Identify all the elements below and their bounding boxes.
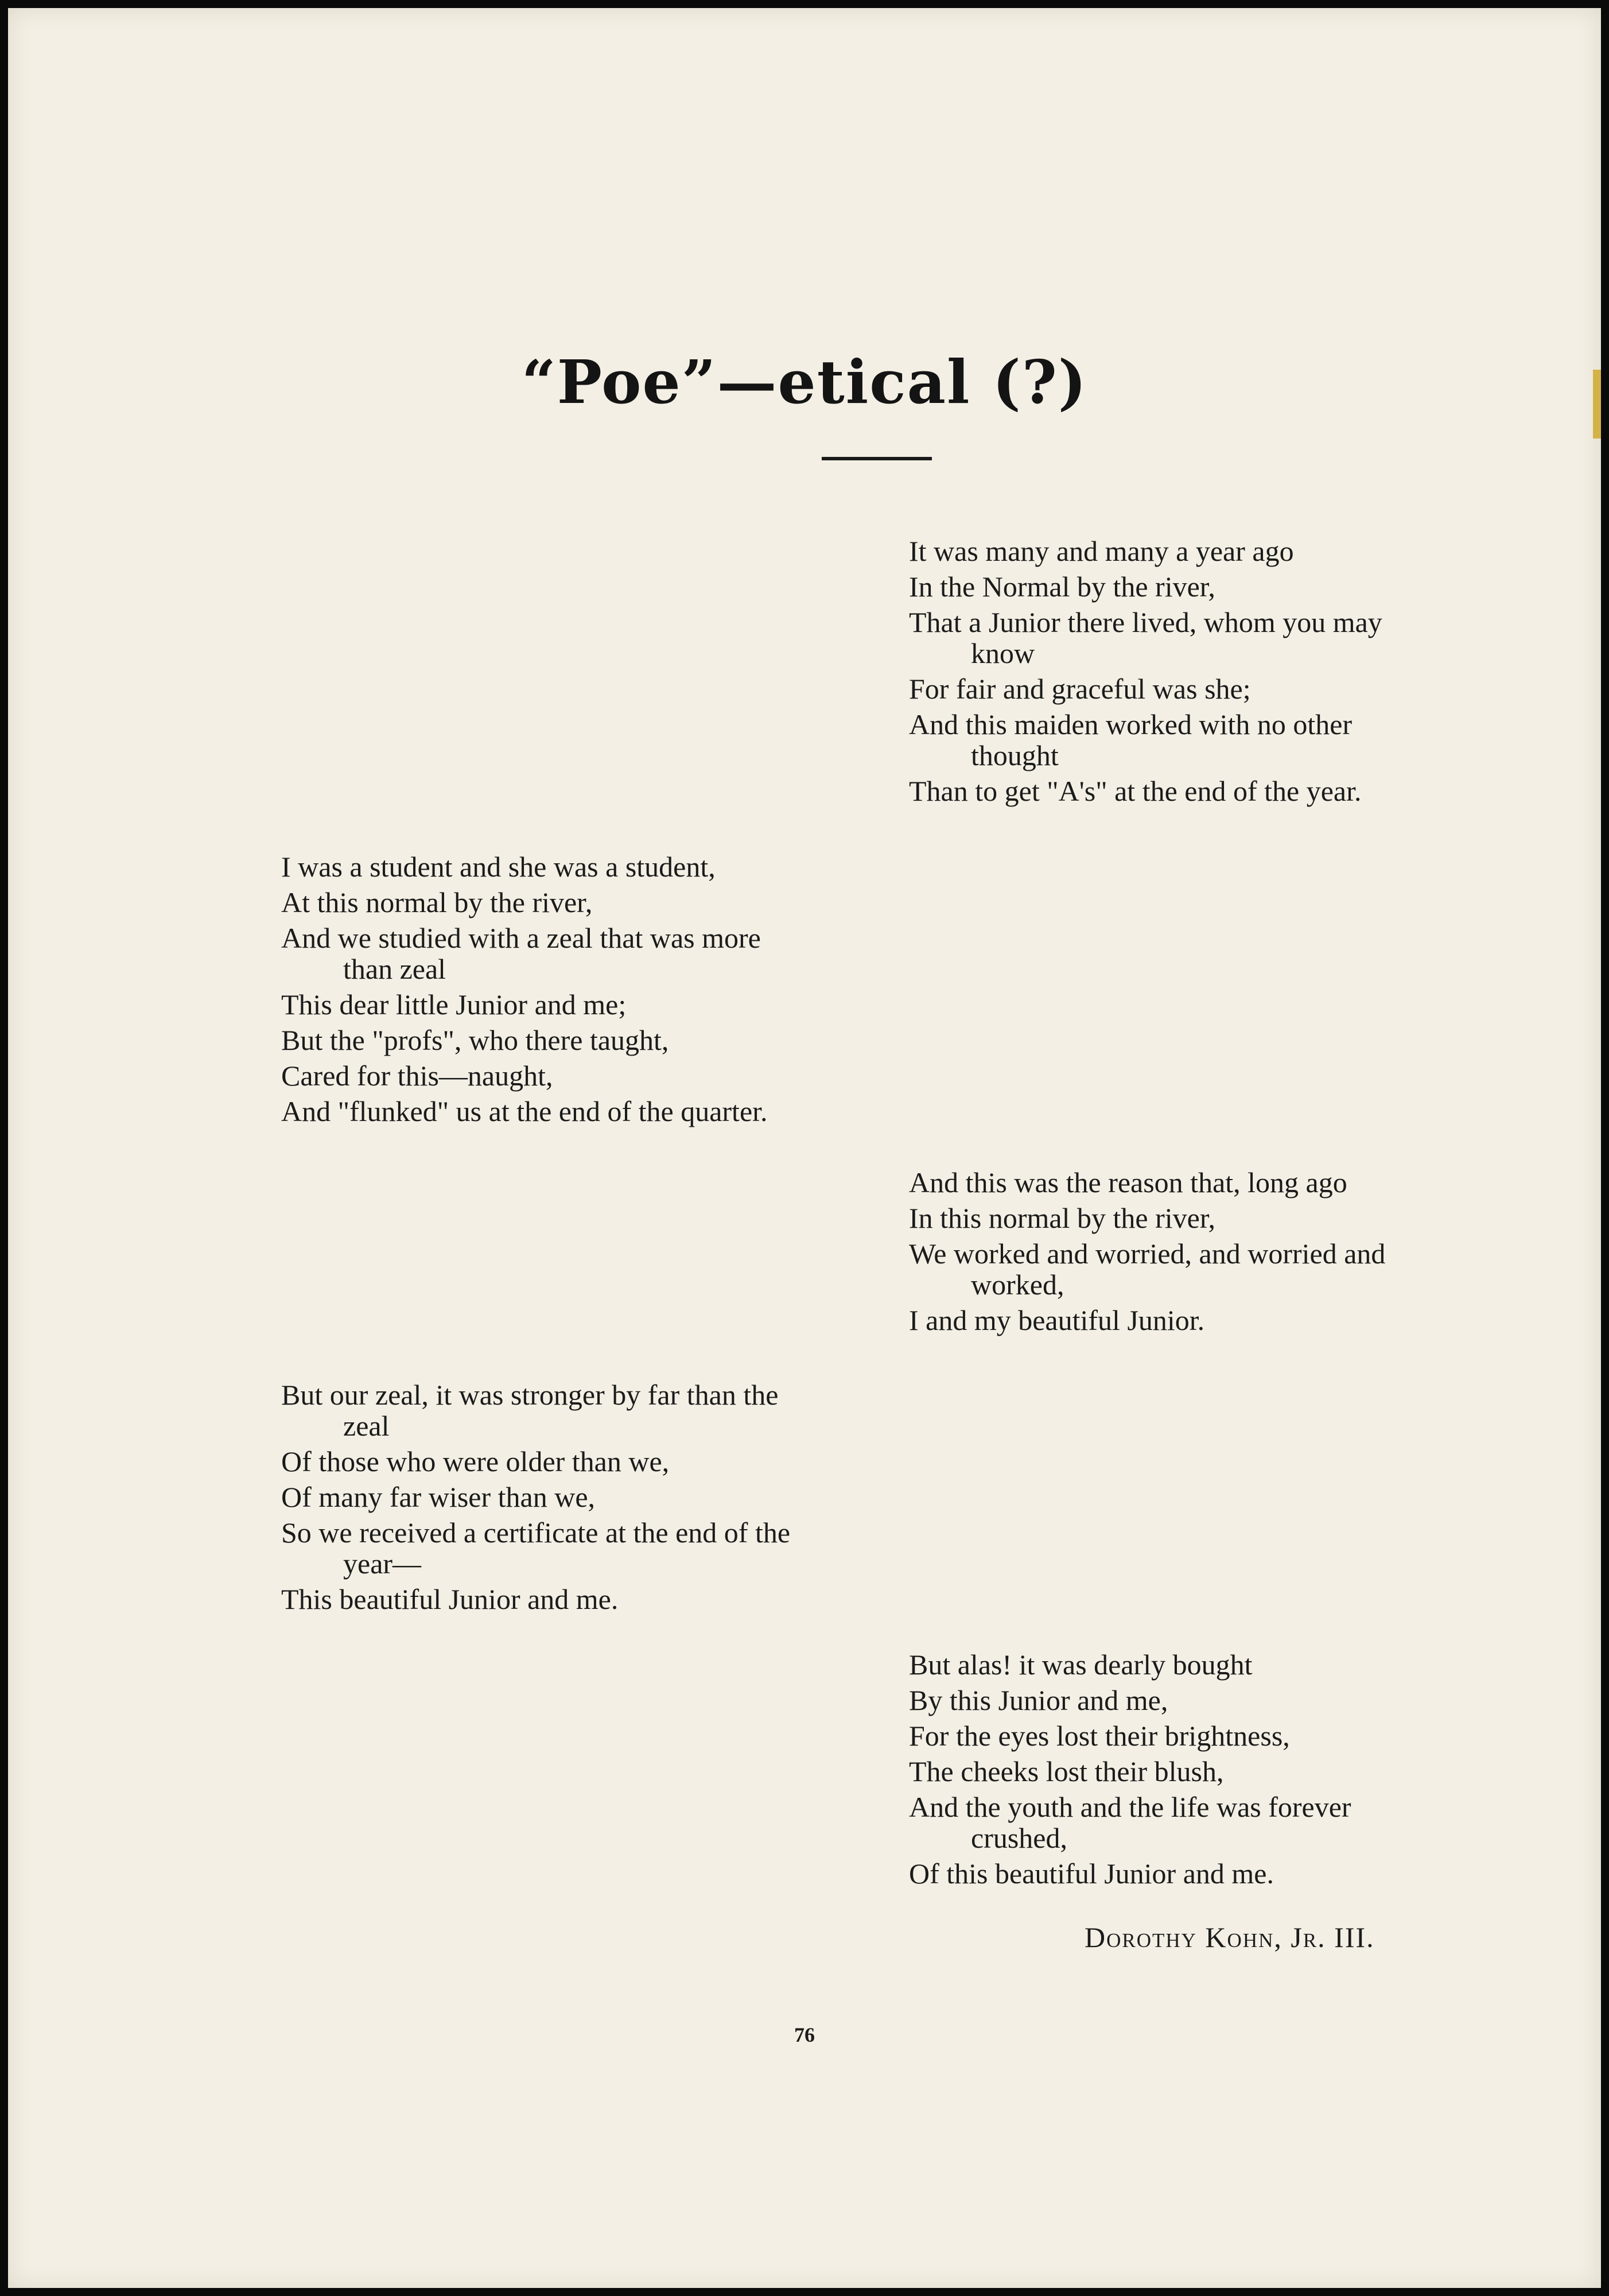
poem-title: “Poe”—etical (?) [521, 347, 1088, 417]
poem-line: Than to get "A's" at the end of the year. [909, 775, 1362, 807]
poem-line: And this maiden worked with no other [909, 708, 1353, 740]
poem-line-continuation: know [971, 637, 1035, 669]
poem-line: For the eyes lost their brightness, [909, 1720, 1290, 1752]
poem-line: I and my beautiful Junior. [909, 1304, 1205, 1336]
poem-line: And this was the reason that, long ago [909, 1166, 1347, 1199]
stanza-3 [909, 1165, 1483, 1338]
poem-line: Of many far wiser than we, [281, 1481, 596, 1513]
poem-line: We worked and worried, and worried and [909, 1238, 1386, 1270]
poem-line-continuation: worked, [971, 1269, 1064, 1301]
poem-line: For fair and graceful was she; [909, 673, 1251, 705]
poem-line: This dear little Junior and me; [281, 988, 627, 1021]
poem-line: This beautiful Junior and me. [281, 1583, 619, 1615]
poem-line: In the Normal by the river, [909, 571, 1215, 603]
poem-line: The cheeks lost their blush, [909, 1755, 1224, 1787]
title-underline [822, 457, 932, 460]
poem-line: But the "profs", who there taught, [281, 1024, 669, 1056]
author-signature: Dorothy Kohn, Jr. III. [1085, 1921, 1375, 1953]
poem-line: At this normal by the river, [281, 886, 593, 918]
stanza-5 [909, 1647, 1483, 1891]
poem-line: And the youth and the life was forever [909, 1791, 1351, 1823]
poem-line: But alas! it was dearly bought [909, 1649, 1253, 1681]
poem-line: Of this beautiful Junior and me. [909, 1857, 1274, 1890]
poem-line: In this normal by the river, [909, 1202, 1215, 1234]
stanza-1 [909, 533, 1483, 809]
poem-line: So we received a certificate at the end of the [281, 1517, 791, 1549]
poem-line-continuation: thought [971, 739, 1059, 771]
poem-line-continuation: zeal [343, 1410, 390, 1442]
stanza-2 [281, 849, 878, 1129]
document-page [8, 8, 1601, 2288]
poem-line: But our zeal, it was stronger by far than the [281, 1379, 779, 1411]
poem-line-continuation: than zeal [343, 953, 446, 985]
page-number: 76 [794, 2023, 815, 2046]
poem-line-continuation: crushed, [971, 1822, 1067, 1854]
poem-line: And we studied with a zeal that was more [281, 922, 761, 954]
stanza-4 [281, 1377, 878, 1617]
poem-line: Of those who were older than we, [281, 1445, 670, 1477]
poem-line: It was many and many a year ago [909, 535, 1294, 567]
poem-line: By this Junior and me, [909, 1684, 1168, 1716]
poem-line: I was a student and she was a student, [281, 851, 716, 883]
poem-line-continuation: year— [343, 1548, 422, 1580]
poem-line: And "flunked" us at the end of the quarter. [281, 1095, 768, 1127]
page-edge-tab [1593, 370, 1601, 439]
poem-line: Cared for this—naught, [281, 1060, 553, 1092]
poem-line: That a Junior there lived, whom you may [909, 606, 1382, 638]
